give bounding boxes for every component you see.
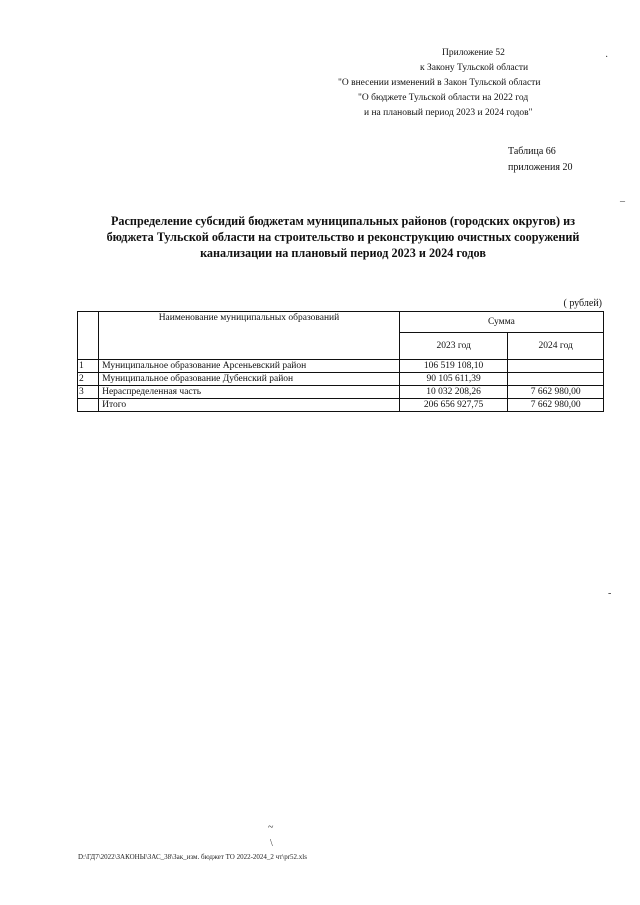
units-label: ( рублей)	[563, 298, 602, 309]
row-2023-value: 206 656 927,75	[399, 399, 508, 412]
appendix-law-title-3: и на плановый период 2023 и 2024 годов"	[364, 108, 533, 118]
header-2024-cell: 2024 год	[508, 333, 604, 360]
table-header-row	[78, 312, 604, 333]
table-reference	[508, 144, 572, 176]
scan-mark: ~	[268, 822, 274, 833]
row-name: Нераспределенная часть	[99, 386, 400, 399]
row-2024-value	[508, 360, 604, 373]
appendix-law-title-1: "О внесении изменений в Закон Тульской области	[338, 78, 541, 88]
title-line-2: бюджета Тульской области на строительство и реконструкцию очистных сооружений	[106, 230, 580, 244]
file-path-footer: D:\ГД7\2022\ЗАКОНЫ\ЗАС_38\Зак_изм. бюджет ТО 2022-2024_2 чт\pr52.xls	[78, 853, 307, 861]
header-2023-cell: 2023 год	[399, 333, 508, 360]
table-row	[78, 360, 604, 373]
row-2023-value: 10 032 208,26	[399, 386, 508, 399]
row-number: 1	[78, 360, 99, 373]
scan-mark: -	[608, 588, 612, 599]
title-line-1: Распределение субсидий бюджетам муниципальных районов (городских округов) из	[110, 214, 576, 228]
scan-mark: ·	[605, 52, 609, 63]
row-name: Муниципальное образование Дубенский район	[99, 373, 400, 386]
row-name: Муниципальное образование Арсеньевский район	[99, 360, 400, 373]
table-row	[78, 373, 604, 386]
table-number: Таблица 66	[508, 146, 556, 157]
document-title	[88, 213, 598, 261]
appendix-number: Приложение 52	[442, 48, 505, 58]
table-total-row	[78, 399, 604, 412]
appendix-header	[338, 46, 598, 121]
table-appendix: приложения 20	[508, 162, 573, 173]
header-num-cell	[78, 312, 99, 360]
scan-mark: \	[270, 838, 273, 849]
row-2023-value: 106 519 108,10	[399, 360, 508, 373]
row-name: Итого	[99, 399, 400, 412]
row-number	[78, 399, 99, 412]
appendix-law-ref: к Закону Тульской области	[420, 63, 529, 73]
row-2024-value: 7 662 980,00	[508, 399, 604, 412]
appendix-law-title-2: "О бюджете Тульской области на 2022 год	[358, 93, 529, 103]
row-2024-value: 7 662 980,00	[508, 386, 604, 399]
row-number: 2	[78, 373, 99, 386]
row-number: 3	[78, 386, 99, 399]
subsidy-table	[77, 311, 604, 412]
header-name-cell: Наименование муниципальных образований	[99, 312, 400, 360]
scan-mark: –	[620, 196, 625, 207]
row-2024-value	[508, 373, 604, 386]
title-line-3: канализации на плановый период 2023 и 2024 годов	[200, 246, 486, 260]
header-sum-cell: Сумма	[399, 312, 603, 333]
table-row	[78, 386, 604, 399]
row-2023-value: 90 105 611,39	[399, 373, 508, 386]
